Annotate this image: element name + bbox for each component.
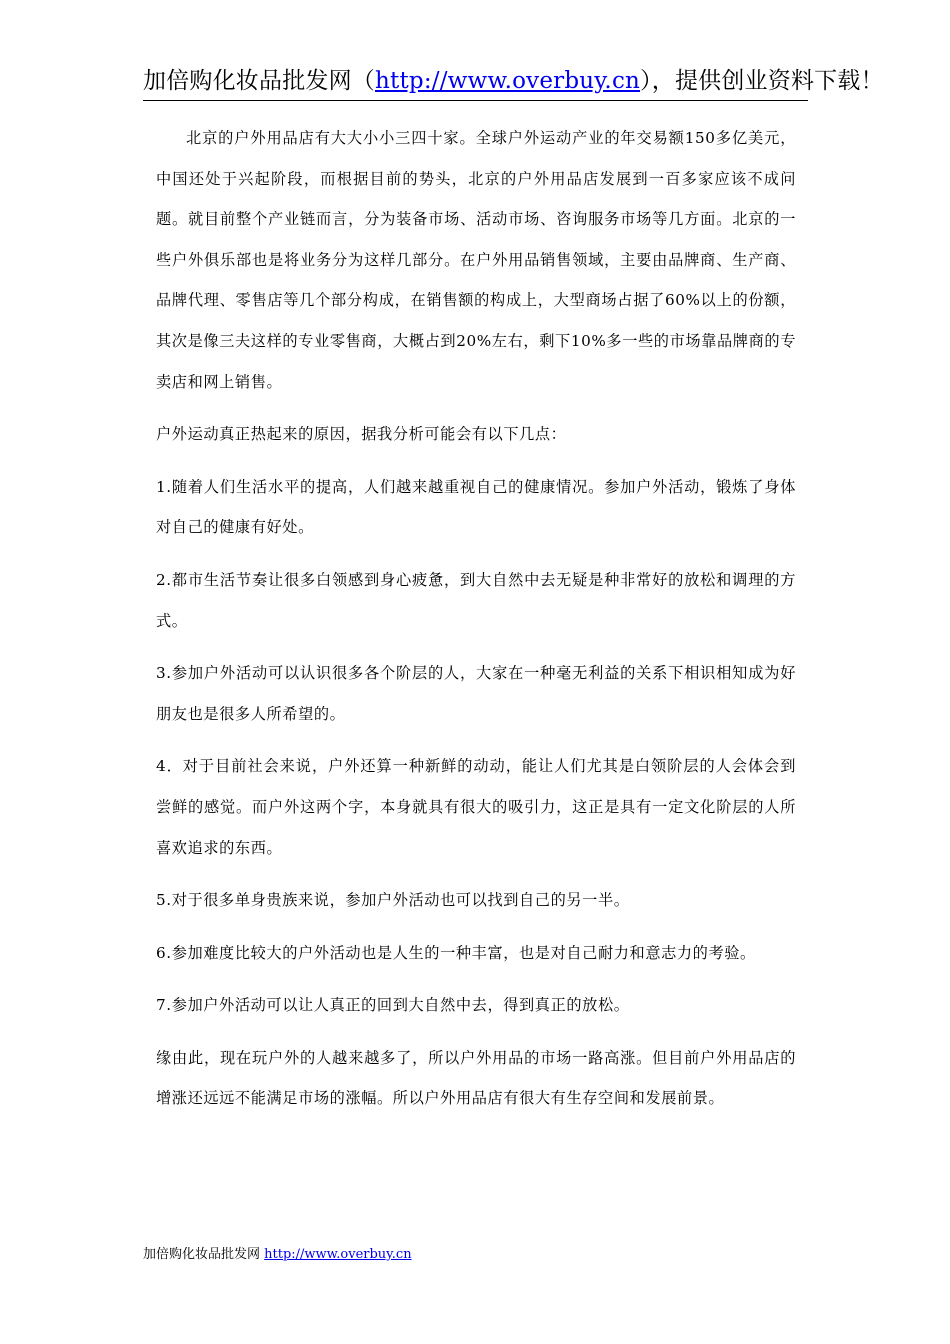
conclusion-paragraph: 缘由此，现在玩户外的人越来越多了，所以户外用品的市场一路高涨。但目前户外用品店的增涨还远远不能满足市场的涨幅。所以户外用品店有很大有生存空间和发展前景。	[156, 1048, 796, 1108]
header-tagline: ），提供创业资料下载！	[640, 68, 884, 94]
page-header	[143, 62, 884, 101]
reason-item-7: 7.参加户外活动可以让人真正的回到大自然中去，得到真正的放松。	[156, 996, 630, 1015]
header-site-link[interactable]: http://www.overbuy.cn	[375, 68, 641, 94]
header-site-name: 加倍购化妆品批发网（	[143, 68, 375, 94]
reason-item-3: 3.参加户外活动可以认识很多各个阶层的人，大家在一种毫无利益的关系下相识相知成为好朋友也是很多人所希望的。	[156, 664, 796, 723]
reason-item-6: 6.参加难度比较大的户外活动也是人生的一种丰富，也是对自己耐力和意志力的考验。	[156, 943, 756, 962]
document-body	[156, 118, 796, 1131]
reason-item-5: 5.对于很多单身贵族来说，参加户外活动也可以找到自己的另一半。	[156, 891, 630, 910]
intro-paragraph: 北京的户外用品店有大大小小三四十家。全球户外运动产业的年交易额150多亿美元，中国还处于兴起阶段，而根据目前的势头，北京的户外用品店发展到一百多家应该不成问题。就目前整个产业链而言，分为装备市场、活动市场、咨询服务市场等几方面。北京的一些户外俱乐部也是将业务分为这样几部分。在户外用品销售领域，主要由品牌商、生产商、品牌代理、零售店等几个部分构成，在销售额的构成上，大型商场占据了60%以上的份额，其次是像三夫这样的专业零售商，大概占到20%左右，剩下10%多一些的市场靠品牌商的专卖店和网上销售。	[156, 129, 796, 391]
page-footer	[143, 1245, 412, 1265]
footer-site-link[interactable]: http://www.overbuy.cn	[264, 1247, 412, 1262]
reason-item-4: 4．对于目前社会来说，户外还算一种新鲜的动动，能让人们尤其是白领阶层的人会体会到尝鲜的感觉。而户外这两个字，本身就具有很大的吸引力，这正是具有一定文化阶层的人所喜欢追求的东西。	[156, 757, 796, 857]
reasons-heading: 户外运动真正热起来的原因，据我分析可能会有以下几点：	[156, 425, 567, 444]
footer-site-name: 加倍购化妆品批发网	[143, 1247, 265, 1262]
reason-item-1: 1.随着人们生活水平的提高，人们越来越重视自己的健康情况。参加户外活动，锻炼了身体对自己的健康有好处。	[156, 477, 796, 537]
reason-item-2: 2.都市生活节奏让很多白领感到身心疲惫，到大自然中去无疑是种非常好的放松和调理的方式。	[156, 570, 796, 630]
